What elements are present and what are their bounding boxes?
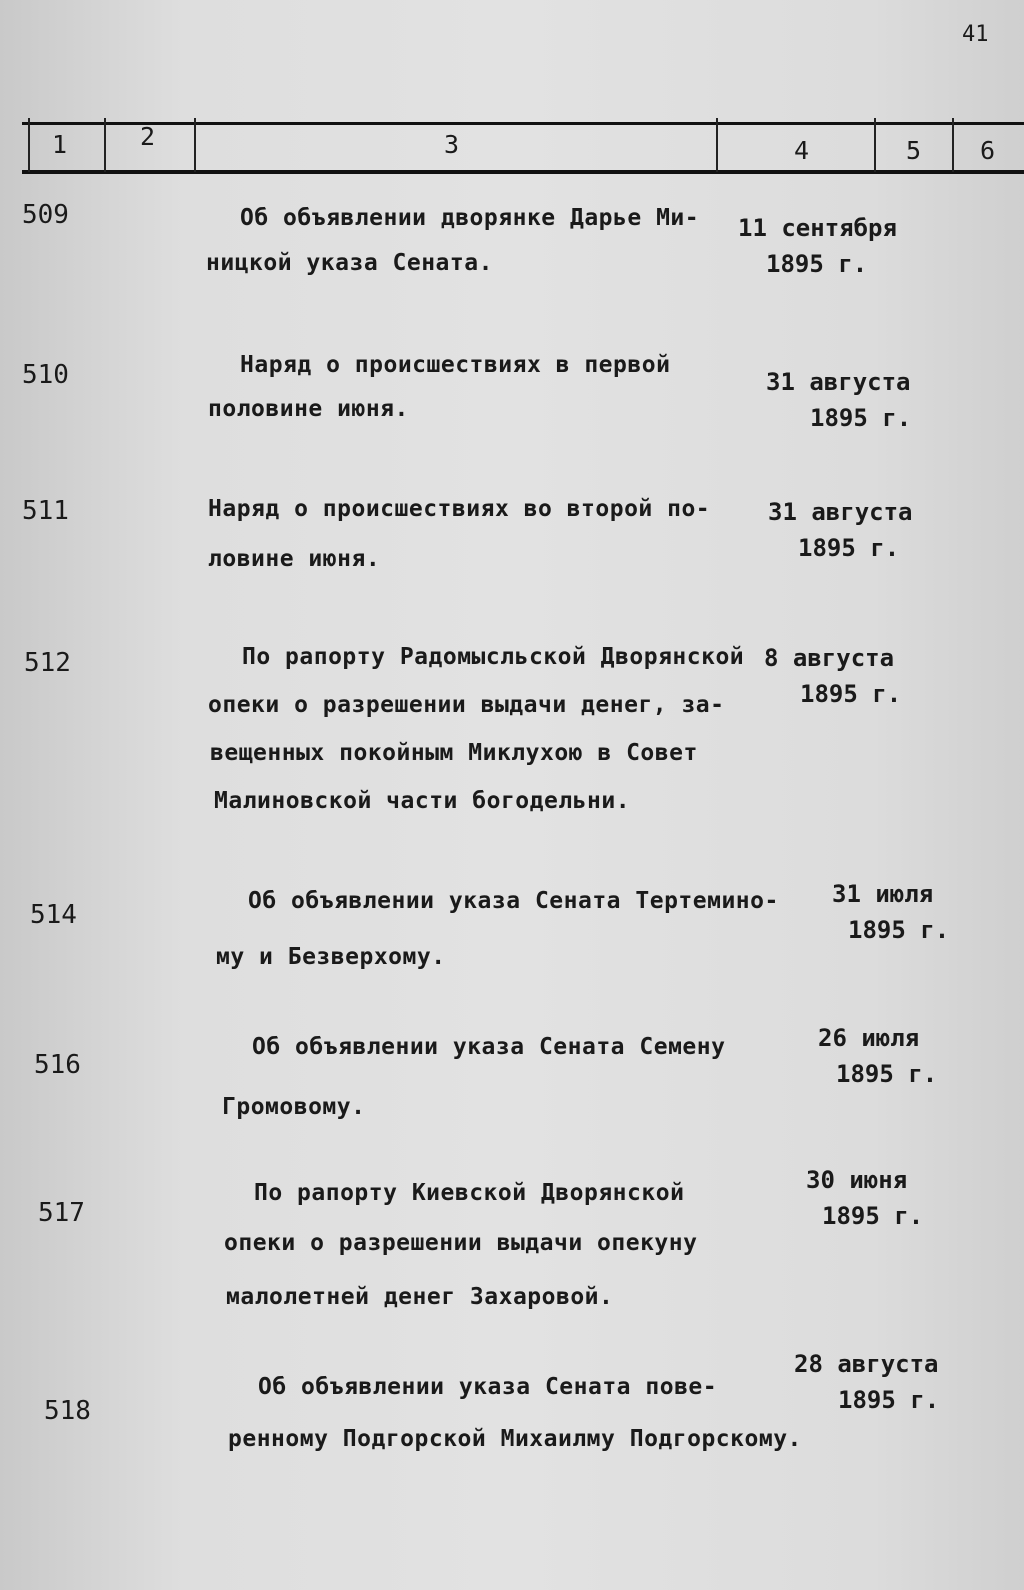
entry-number: 516 xyxy=(34,1050,81,1080)
column-separator xyxy=(194,118,196,172)
entry-title-line: опеки о разрешении выдачи денег, за- xyxy=(208,692,725,718)
entry-number: 514 xyxy=(30,900,77,930)
column-separator xyxy=(716,118,718,172)
entry-title-line: Об объявлении указа Сената пове- xyxy=(258,1374,718,1400)
entry-title-line: ловине июня. xyxy=(208,546,381,572)
entry-title-line: вещенных покойным Миклухою в Совет xyxy=(210,740,698,766)
entry-title-line: Об объявлении дворянке Дарье Ми- xyxy=(240,205,700,231)
entry-title-line: Об объявлении указа Сената Тертемино- xyxy=(248,888,779,914)
entry-number: 511 xyxy=(22,496,69,526)
entry-date-line: 26 июля xyxy=(818,1024,920,1052)
entry-title-line: По рапорту Радомысльской Дворянской xyxy=(242,644,745,670)
entry-title-line: Наряд о происшествиях в первой xyxy=(240,352,671,378)
column-header-2: 2 xyxy=(140,122,156,151)
column-separator xyxy=(104,118,106,172)
entry-date-line: 31 августа xyxy=(766,368,911,396)
entry-title-line: Малиновской части богодельни. xyxy=(214,788,631,814)
column-separator xyxy=(28,118,30,172)
entry-number: 509 xyxy=(22,200,69,230)
entry-title-line: половине июня. xyxy=(208,396,409,422)
entry-title-line: ренному Подгорской Михаилму Подгорскому. xyxy=(228,1426,802,1452)
column-header-1: 1 xyxy=(52,130,68,159)
column-separator xyxy=(874,118,876,172)
entry-date-line: 1895 г. xyxy=(822,1202,924,1230)
column-separator xyxy=(952,118,954,172)
entry-date-line: 11 сентября xyxy=(738,214,897,242)
entry-number: 517 xyxy=(38,1198,85,1228)
entry-date-line: 1895 г. xyxy=(836,1060,938,1088)
entry-title-line: По рапорту Киевской Дворянской xyxy=(254,1180,685,1206)
entry-title-line: Наряд о происшествиях во второй по- xyxy=(208,496,711,522)
entry-date-line: 8 августа xyxy=(764,644,895,672)
column-header-5: 5 xyxy=(906,136,922,165)
entry-title-line: малолетней денег Захаровой. xyxy=(226,1284,614,1310)
entry-date-line: 30 июня xyxy=(806,1166,908,1194)
column-header-4: 4 xyxy=(794,136,810,165)
entry-title-line: опеки о разрешении выдачи опекуну xyxy=(224,1230,698,1256)
entry-number: 512 xyxy=(24,648,71,678)
entry-date-line: 1895 г. xyxy=(800,680,902,708)
entry-date-line: 1895 г. xyxy=(798,534,900,562)
entry-title-line: Об объявлении указа Сената Семену xyxy=(252,1034,726,1060)
entry-date-line: 31 августа xyxy=(768,498,913,526)
entry-title-line: му и Безверхому. xyxy=(216,944,446,970)
table-header xyxy=(22,112,1024,182)
entry-number: 510 xyxy=(22,360,69,390)
page-number: 41 xyxy=(962,22,989,47)
entry-date-line: 1895 г. xyxy=(848,916,950,944)
entry-title-line: ницкой указа Сената. xyxy=(206,250,493,276)
entry-date-line: 1895 г. xyxy=(766,250,868,278)
entry-title-line: Громовому. xyxy=(222,1094,366,1120)
entry-date-line: 1895 г. xyxy=(838,1386,940,1414)
column-header-6: 6 xyxy=(980,136,996,165)
entry-date-line: 1895 г. xyxy=(810,404,912,432)
entry-number: 518 xyxy=(44,1396,91,1426)
entry-date-line: 28 августа xyxy=(794,1350,939,1378)
entry-date-line: 31 июля xyxy=(832,880,934,908)
column-header-3: 3 xyxy=(444,130,460,159)
